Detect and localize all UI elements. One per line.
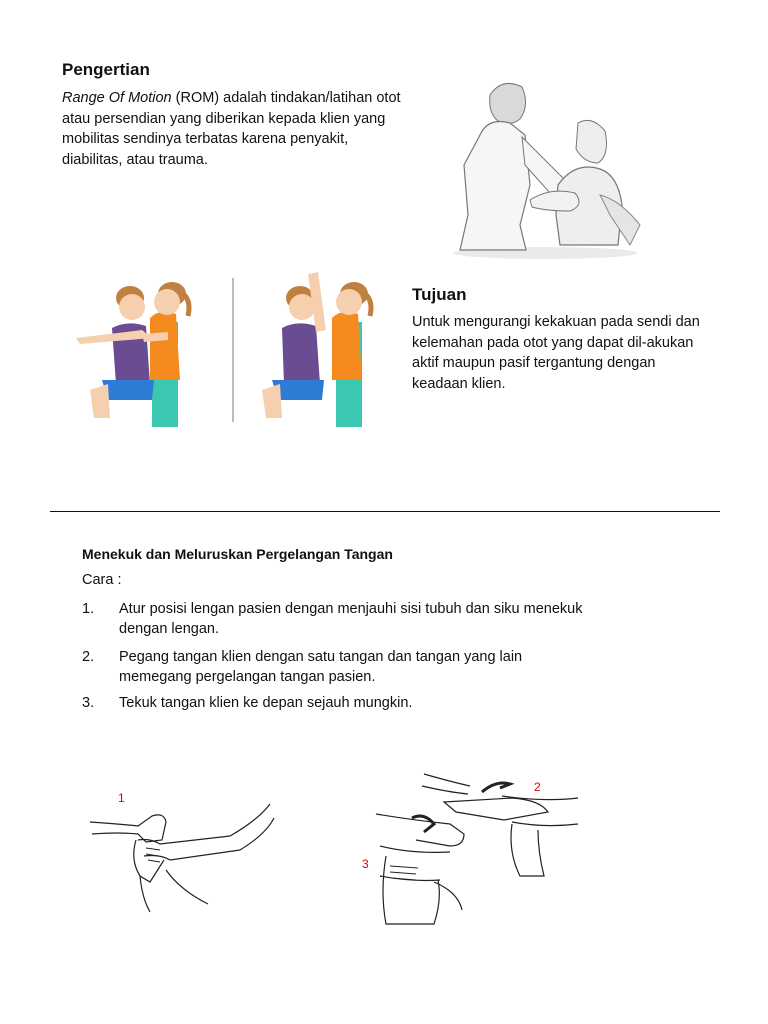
- pengertian-text: [62, 88, 412, 170]
- step-number: 3.: [82, 695, 95, 711]
- figure-label-3: 3: [362, 857, 369, 871]
- children-exercise-illustration: [72, 272, 382, 427]
- pengertian-definition: (ROM) adalah tindakan/latihan otot atau persendian yang diberikan kepada klien yang mobilitas sendinya terbatas karena penyakit, diabilitas, atau trauma.: [62, 90, 401, 168]
- step-text: Pegang tangan klien dengan satu tangan dan tangan yang lain memegang pergelangan tangan pasien.: [119, 649, 523, 685]
- figure-label-1: 1: [118, 791, 125, 805]
- wrist-exercise-figure-1: [90, 800, 290, 915]
- step-text: Atur posisi lengan pasien dengan menjauhi sisi tubuh dan siku menekuk dengan lengan.: [119, 601, 583, 637]
- step-number: 1.: [82, 601, 95, 617]
- step-number: 2.: [82, 649, 95, 665]
- nurse-patient-illustration: [450, 75, 645, 260]
- pengertian-heading: Pengertian: [62, 60, 150, 79]
- step-text: Tekuk tangan klien ke depan sejauh mungkin.: [119, 695, 413, 711]
- cara-label: Cara :: [82, 572, 122, 588]
- tujuan-text: Untuk mengurangi kekakuan pada sendi dan kelemahan pada otot yang dapat dil-akukan aktif maupun pasif tergantung dengan keadaan klien.: [412, 314, 700, 392]
- pengertian-term: Range Of Motion: [62, 90, 172, 106]
- figure-label-2: 2: [534, 780, 541, 794]
- section-title: Menekuk dan Meluruskan Pergelangan Tangan: [82, 546, 393, 562]
- tujuan-heading: Tujuan: [412, 285, 467, 304]
- section-divider: [50, 511, 720, 512]
- wrist-exercise-figure-2-3: [372, 772, 587, 932]
